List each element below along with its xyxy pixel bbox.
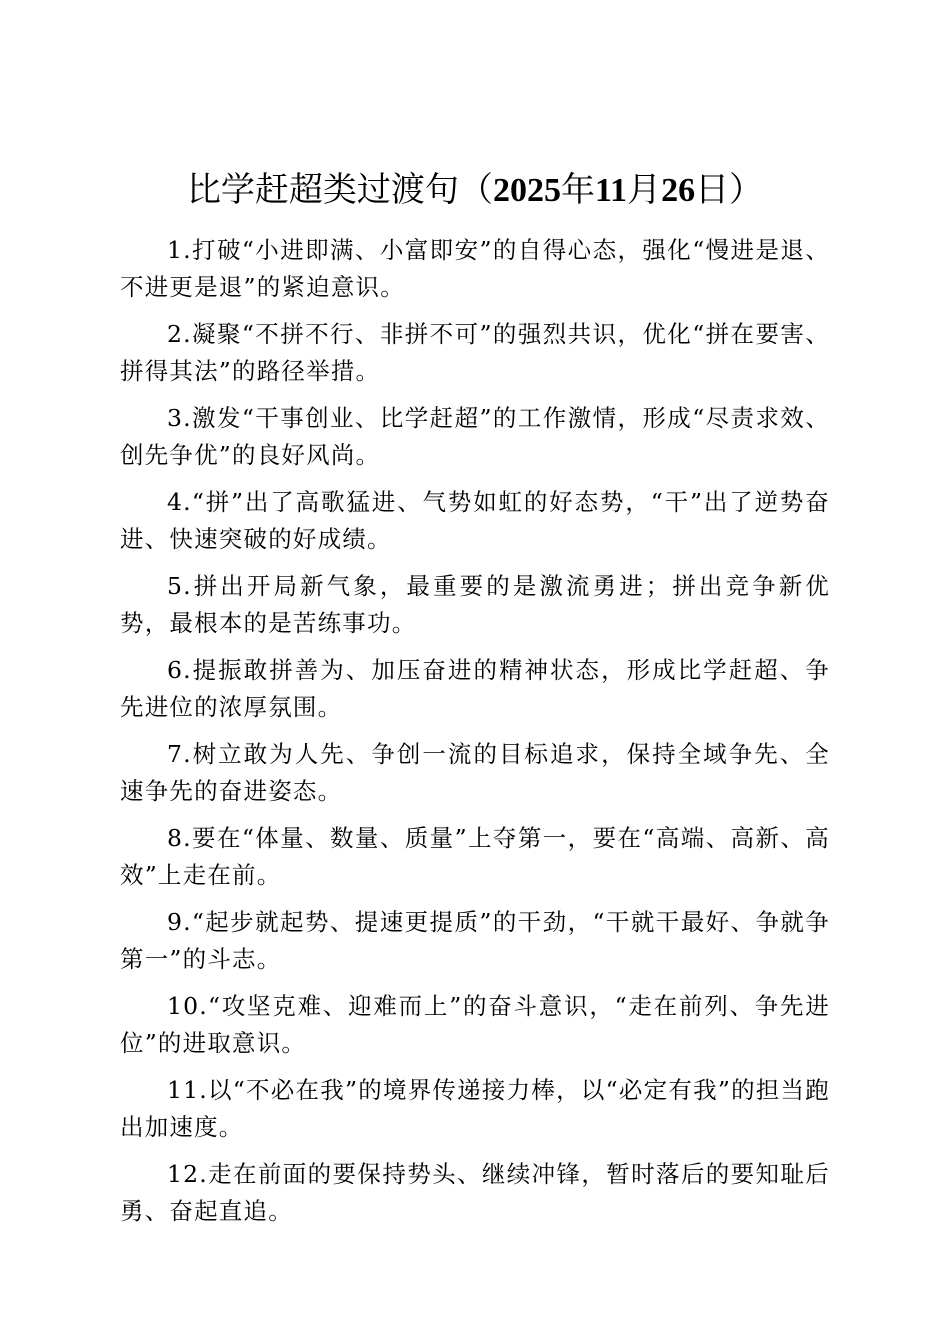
list-item: 8.要在“体量、数量、质量”上夺第一，要在“高端、高新、高效”上走在前。: [120, 824, 830, 889]
title-month: 11: [594, 172, 628, 209]
list-item: 9.“起步就起势、提速更提质”的干劲，“干就干最好、争就争第一”的斗志。: [120, 908, 830, 973]
title-day: 26: [661, 172, 696, 209]
document-title: [120, 168, 830, 213]
title-month-char: 月: [627, 170, 662, 210]
list-item: 5.拼出开局新气象，最重要的是激流勇进；拼出竞争新优势，最根本的是苦练事功。: [120, 572, 830, 637]
title-suffix: 日）: [695, 170, 764, 210]
list-item: 3.激发“干事创业、比学赶超”的工作激情，形成“尽责求效、创先争优”的良好风尚。: [120, 404, 830, 469]
list-item: 6.提振敢拼善为、加压奋进的精神状态，形成比学赶超、争先进位的浓厚氛围。: [120, 656, 830, 721]
sentence-list: [120, 232, 830, 1240]
list-item: 1.打破“小进即满、小富即安”的自得心态，强化“慢进是退、不进更是退”的紧迫意识。: [120, 236, 830, 301]
list-item: 2.凝聚“不拼不行、非拼不可”的强烈共识，优化“拼在要害、拼得其法”的路径举措。: [120, 320, 830, 385]
list-item: 10.“攻坚克难、迎难而上”的奋斗意识，“走在前列、争先进位”的进取意识。: [120, 992, 830, 1057]
title-prefix: 比学赶超类过渡句（: [186, 170, 493, 210]
title-year: 2025: [492, 172, 561, 209]
list-item: 12.走在前面的要保持势头、继续冲锋，暂时落后的要知耻后勇、奋起直追。: [120, 1160, 830, 1225]
list-item: 11.以“不必在我”的境界传递接力棒，以“必定有我”的担当跑出加速度。: [120, 1076, 830, 1141]
list-item: 7.树立敢为人先、争创一流的目标追求，保持全域争先、全速争先的奋进姿态。: [120, 740, 830, 805]
title-year-char: 年: [560, 170, 595, 210]
list-item: 4.“拼”出了高歌猛进、气势如虹的好态势，“干”出了逆势奋进、快速突破的好成绩。: [120, 488, 830, 553]
